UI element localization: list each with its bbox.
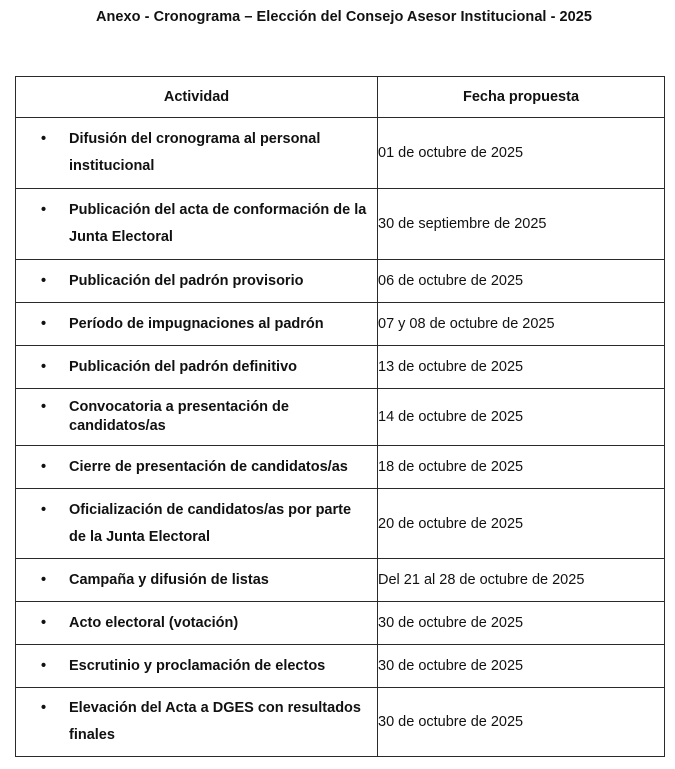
bullet-icon: • [41, 501, 47, 518]
activity-cell [16, 303, 378, 346]
activity-text: Campaña y difusión de listas [69, 571, 269, 588]
bullet-icon: • [41, 399, 47, 415]
date-cell: 18 de octubre de 2025 [378, 446, 665, 489]
table-row [16, 688, 665, 757]
column-header-date: Fecha propuesta [378, 77, 665, 118]
bullet-icon: • [41, 657, 47, 674]
table-row [16, 389, 665, 446]
table-row [16, 559, 665, 602]
activity-cell [16, 559, 378, 602]
activity-text: Publicación del acta de conformación de la Junta Electoral [69, 202, 367, 245]
activity-text: Publicación del padrón definitivo [69, 358, 297, 375]
table-row [16, 489, 665, 559]
activity-cell [16, 346, 378, 389]
activity-cell [16, 688, 378, 757]
date-cell: 07 y 08 de octubre de 2025 [378, 303, 665, 346]
table-row [16, 189, 665, 260]
activity-cell [16, 446, 378, 489]
activity-text: Elevación del Acta a DGES con resultados finales [69, 700, 361, 743]
activity-text: Difusión del cronograma al personal institucional [69, 131, 321, 174]
bullet-icon: • [41, 700, 47, 716]
bullet-icon: • [41, 358, 47, 375]
column-header-activity: Actividad [16, 77, 378, 118]
date-cell: 30 de octubre de 2025 [378, 688, 665, 757]
activity-text: Convocatoria a presentación de candidatos/as [69, 399, 289, 434]
bullet-icon: • [41, 202, 47, 218]
date-cell: 14 de octubre de 2025 [378, 389, 665, 446]
schedule-table [15, 76, 665, 757]
activity-text: Acto electoral (votación) [69, 614, 239, 631]
table-row [16, 645, 665, 688]
bullet-icon: • [41, 571, 47, 588]
activity-cell [16, 489, 378, 559]
date-cell: 20 de octubre de 2025 [378, 489, 665, 559]
activity-cell [16, 645, 378, 688]
table-row [16, 303, 665, 346]
date-cell: 30 de octubre de 2025 [378, 645, 665, 688]
activity-text: Publicación del padrón provisorio [69, 272, 304, 289]
bullet-icon: • [41, 315, 47, 332]
activity-text: Escrutinio y proclamación de electos [69, 657, 326, 674]
activity-text: Cierre de presentación de candidatos/as [69, 458, 348, 475]
bullet-icon: • [41, 272, 47, 289]
table-row [16, 260, 665, 303]
activity-cell [16, 389, 378, 446]
activity-text: Oficialización de candidatos/as por parte de la Junta Electoral [69, 501, 352, 545]
table-row [16, 346, 665, 389]
document-title: Anexo - Cronograma – Elección del Consejo Asesor Institucional - 2025 [95, 9, 593, 25]
bullet-icon: • [41, 131, 47, 147]
activity-cell [16, 260, 378, 303]
table-row [16, 446, 665, 489]
bullet-icon: • [41, 614, 47, 631]
date-cell: Del 21 al 28 de octubre de 2025 [378, 559, 665, 602]
date-cell: 01 de octubre de 2025 [378, 118, 665, 189]
table-header-row [16, 77, 665, 118]
activity-text: Período de impugnaciones al padrón [69, 315, 324, 332]
date-cell: 30 de octubre de 2025 [378, 602, 665, 645]
activity-cell [16, 189, 378, 260]
table-row [16, 118, 665, 189]
date-cell: 06 de octubre de 2025 [378, 260, 665, 303]
table-row [16, 602, 665, 645]
date-cell: 30 de septiembre de 2025 [378, 189, 665, 260]
bullet-icon: • [41, 458, 47, 475]
date-cell: 13 de octubre de 2025 [378, 346, 665, 389]
activity-cell [16, 118, 378, 189]
activity-cell [16, 602, 378, 645]
